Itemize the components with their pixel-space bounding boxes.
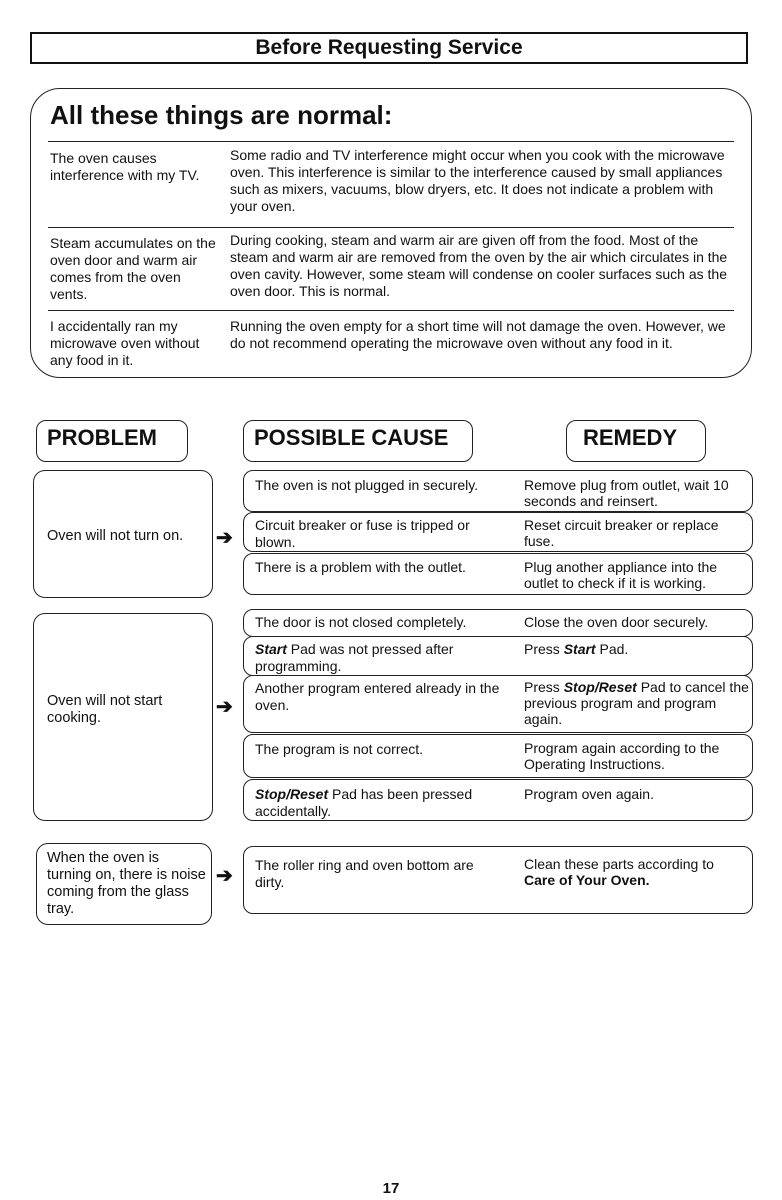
arrow-icon: ➔	[216, 696, 233, 718]
cause-text: The roller ring and oven bottom are dirty.	[255, 857, 474, 890]
normal-heading: All these things are normal:	[50, 100, 393, 130]
cause-emphasis: Start	[255, 641, 287, 657]
remedy-prefix: Press	[524, 679, 564, 695]
page-title: Before Requesting Service	[30, 32, 748, 64]
cause-text: There is a problem with the outlet.	[255, 559, 466, 575]
remedy-text: Program oven again.	[524, 786, 654, 802]
normal-explanation: Running the oven empty for a short time will not damage the oven. However, we do not recommend operating the microwave oven without any food in it.	[230, 318, 726, 351]
possible-cause-header: POSSIBLE CAUSE	[243, 420, 473, 462]
normal-explanation: During cooking, steam and warm air are given off from the food. Most of the steam and warm air are removed from the oven by the air which circulates in the oven cavity. However, some steam will condense on cooler surfaces such as the oven door. This is normal.	[230, 232, 728, 299]
remedy-prefix: Press	[524, 641, 564, 657]
problem-text: Oven will not turn on.	[47, 528, 184, 544]
remedy-rest: Pad.	[595, 641, 629, 657]
problem-text: Oven will not start cooking.	[47, 693, 163, 726]
remedy-text: Plug another appliance into the outlet to check if it is working.	[524, 559, 718, 591]
remedy-text: Remove plug from outlet, wait 10 seconds and reinsert.	[524, 477, 729, 509]
arrow-icon: ➔	[216, 527, 233, 549]
normal-situation: I accidentally ran my microwave oven without any food in it.	[50, 318, 200, 368]
divider	[48, 310, 734, 311]
cause-text: The oven is not plugged in securely.	[255, 477, 479, 493]
remedy-rest: Pad to cancel the previous program and program again.	[524, 679, 749, 727]
remedy-rest: Clean these parts according to	[524, 856, 714, 872]
remedy-header: REMEDY	[566, 420, 706, 462]
remedy-text	[524, 856, 749, 888]
arrow-icon: ➔	[216, 865, 233, 887]
remedy-text	[524, 679, 749, 727]
remedy-emphasis: Stop/Reset	[563, 679, 637, 695]
remedy-emphasis: Start	[563, 641, 596, 657]
cause-text	[255, 786, 505, 820]
cause-rest: Pad has been pressed accidentally.	[255, 786, 473, 819]
normal-situation: Steam accumulates on the oven door and warm air comes from the oven vents.	[50, 235, 216, 302]
remedy-text: Reset circuit breaker or replace fuse.	[524, 517, 719, 549]
remedy-bold: Care of Your Oven.	[524, 872, 650, 888]
cause-text: Circuit breaker or fuse is tripped or blown.	[255, 517, 470, 550]
remedy-text: Close the oven door securely.	[524, 614, 709, 630]
remedy-text	[524, 641, 749, 657]
cause-text: The program is not correct.	[255, 741, 424, 757]
cause-text: The door is not closed completely.	[255, 614, 467, 630]
cause-text	[255, 641, 505, 675]
problem-text: When the oven is turning on, there is noise coming from the glass tray.	[47, 850, 206, 917]
divider	[48, 227, 734, 228]
cause-text: Another program entered already in the oven.	[255, 680, 500, 713]
normal-explanation: Some radio and TV interference might occur when you cook with the microwave oven. This interference is similar to the interference caused by small appliances such as mixers, vacuums, blow dryers, etc. It does not indicate a problem with your oven.	[230, 147, 725, 214]
remedy-text: Program again according to the Operating Instructions.	[524, 740, 720, 772]
page-number: 17	[382, 1180, 400, 1197]
divider	[48, 141, 734, 142]
problem-header: PROBLEM	[36, 420, 188, 462]
cause-rest: Pad was not pressed after programming.	[255, 641, 454, 674]
cause-emphasis: Stop/Reset	[255, 786, 329, 802]
normal-situation: The oven causes interference with my TV.	[50, 150, 200, 183]
